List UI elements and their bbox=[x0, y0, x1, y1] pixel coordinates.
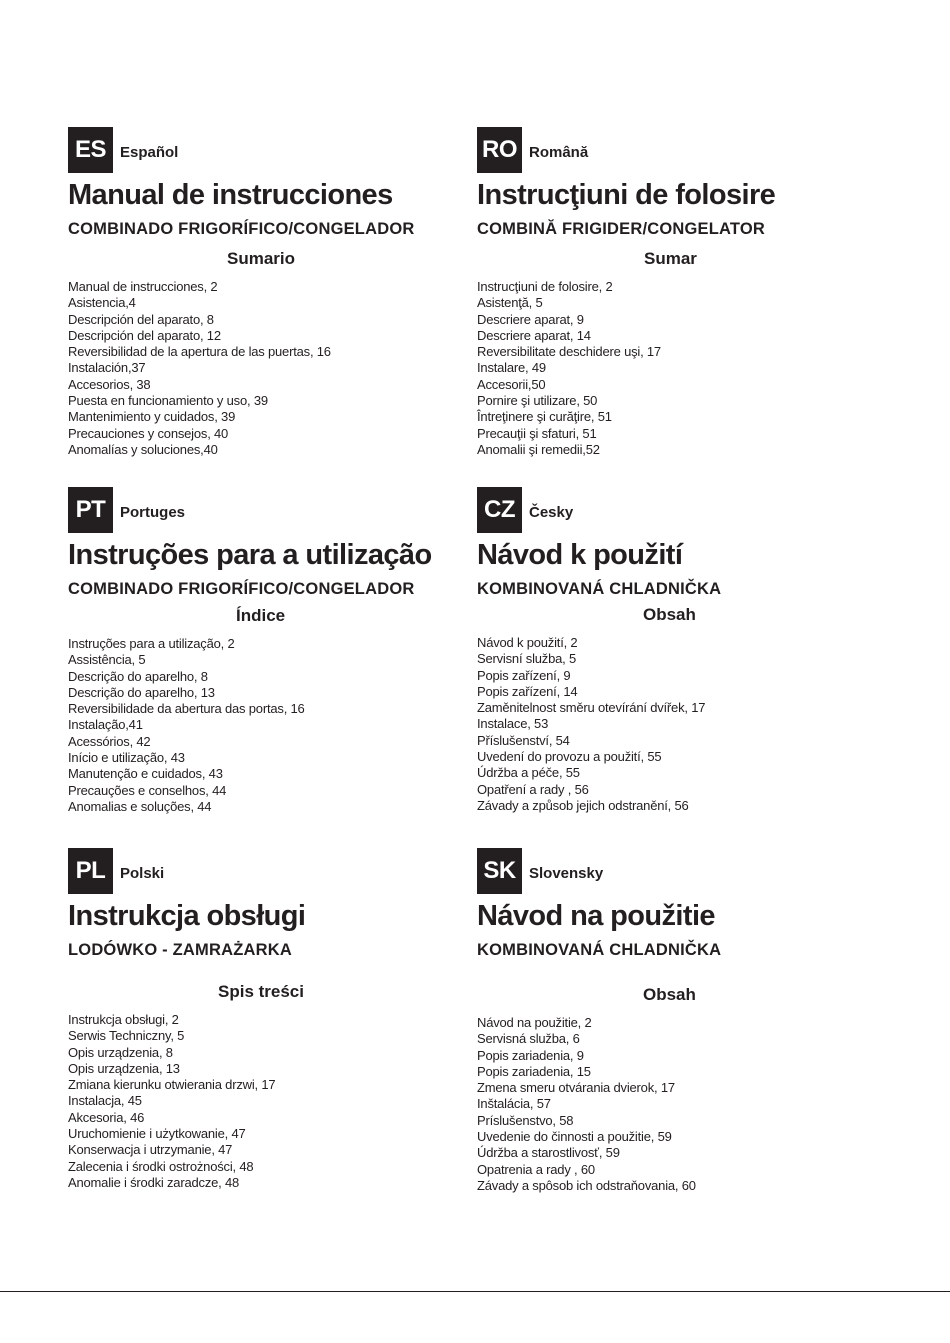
product-subtitle: LODÓWKO - ZAMRAŻARKA bbox=[68, 941, 292, 959]
toc-item[interactable]: Accesorios, 38 bbox=[68, 376, 151, 392]
section-es bbox=[68, 127, 468, 467]
language-header bbox=[68, 127, 178, 173]
toc-list bbox=[68, 279, 331, 458]
toc-heading: Índice bbox=[236, 606, 286, 625]
toc-heading: Obsah bbox=[643, 605, 696, 624]
language-name: Română bbox=[529, 143, 589, 161]
product-subtitle: COMBINADO FRIGORÍFICO/CONGELADOR bbox=[68, 580, 415, 598]
toc-item[interactable]: Anomalias e soluções, 44 bbox=[68, 798, 212, 814]
toc-item[interactable]: Zmiana kierunku otwierania drzwi, 17 bbox=[68, 1077, 276, 1093]
toc-item[interactable]: Popis zariadenia, 9 bbox=[477, 1047, 584, 1063]
toc-item[interactable]: Serwis Techniczny, 5 bbox=[68, 1028, 185, 1044]
toc-item[interactable]: Instalace, 53 bbox=[477, 716, 549, 732]
product-subtitle: KOMBINOVANÁ CHLADNIČKA bbox=[477, 941, 722, 959]
toc-list bbox=[477, 279, 661, 458]
toc-item[interactable]: Konserwacja i utrzymanie, 47 bbox=[68, 1142, 233, 1158]
language-code-badge: SK bbox=[477, 848, 522, 894]
toc-list bbox=[477, 635, 705, 814]
toc-item[interactable]: Servisná služba, 6 bbox=[477, 1031, 580, 1047]
toc-item[interactable]: Instrukcja obsługi, 2 bbox=[68, 1012, 179, 1027]
section-cz bbox=[477, 487, 877, 827]
toc-item[interactable]: Descripción del aparato, 12 bbox=[68, 327, 221, 343]
toc-item[interactable]: Zaměnitelnost směru otevírání dvířek, 17 bbox=[477, 700, 706, 716]
manual-title: Návod na použitie bbox=[477, 900, 715, 932]
toc-item[interactable]: Servisní služba, 5 bbox=[477, 651, 577, 667]
toc-item[interactable]: Opatření a rady , 56 bbox=[477, 781, 589, 797]
toc-item[interactable]: Uvedení do provozu a použití, 55 bbox=[477, 749, 662, 765]
product-subtitle: COMBINĂ FRIGIDER/CONGELATOR bbox=[477, 220, 766, 238]
toc-item[interactable]: Instalación,37 bbox=[68, 360, 146, 376]
language-code-badge: ES bbox=[68, 127, 113, 173]
toc-item[interactable]: Uruchomienie i użytkowanie, 47 bbox=[68, 1126, 246, 1142]
manual-title: Instrukcja obsługi bbox=[68, 900, 306, 932]
toc-item[interactable]: Reversibilitate deschidere uşi, 17 bbox=[477, 344, 661, 360]
language-code-badge: PL bbox=[68, 848, 113, 894]
toc-item[interactable]: Opatrenia a rady , 60 bbox=[477, 1161, 595, 1177]
toc-list bbox=[477, 1015, 696, 1194]
toc-item[interactable]: Instalacja, 45 bbox=[68, 1093, 142, 1109]
language-header bbox=[68, 487, 185, 533]
toc-item[interactable]: Puesta en funcionamiento y uso, 39 bbox=[68, 393, 268, 409]
section-sk bbox=[477, 848, 877, 1198]
toc-item[interactable]: Instrucţiuni de folosire, 2 bbox=[477, 279, 613, 294]
toc-item[interactable]: Údržba a péče, 55 bbox=[477, 765, 580, 781]
toc-item[interactable]: Precauções e conselhos, 44 bbox=[68, 782, 227, 798]
toc-heading: Obsah bbox=[643, 985, 696, 1004]
toc-item[interactable]: Descriere aparat, 9 bbox=[477, 311, 584, 327]
toc-item[interactable]: Popis zařízení, 14 bbox=[477, 683, 578, 699]
manual-title: Návod k použití bbox=[477, 539, 683, 571]
toc-item[interactable]: Návod k použití, 2 bbox=[477, 635, 578, 650]
toc-item[interactable]: Assistência, 5 bbox=[68, 652, 146, 668]
toc-item[interactable]: Opis urządzenia, 13 bbox=[68, 1060, 180, 1076]
product-subtitle: KOMBINOVANÁ CHLADNIČKA bbox=[477, 580, 722, 598]
manual-title: Instrucţiuni de folosire bbox=[477, 179, 776, 211]
toc-item[interactable]: Início e utilização, 43 bbox=[68, 750, 185, 766]
toc-item[interactable]: Întreţinere şi curăţire, 51 bbox=[477, 409, 612, 425]
toc-item[interactable]: Zalecenia i środki ostrożności, 48 bbox=[68, 1158, 254, 1174]
language-name: Česky bbox=[529, 503, 574, 521]
language-header bbox=[477, 127, 588, 173]
toc-item[interactable]: Príslušenstvo, 58 bbox=[477, 1112, 574, 1128]
toc-item[interactable]: Anomalii şi remedii,52 bbox=[477, 441, 600, 457]
section-pl bbox=[68, 848, 468, 1198]
section-ro bbox=[477, 127, 877, 467]
toc-item[interactable]: Pornire şi utilizare, 50 bbox=[477, 393, 598, 409]
toc-item[interactable]: Inštalácia, 57 bbox=[477, 1096, 551, 1112]
language-name: Español bbox=[120, 143, 179, 161]
language-header bbox=[477, 487, 573, 533]
manual-title: Manual de instrucciones bbox=[68, 179, 393, 211]
manual-title: Instruções para a utilização bbox=[68, 539, 432, 571]
toc-item[interactable]: Uvedenie do činnosti a použitie, 59 bbox=[477, 1129, 672, 1145]
toc-item[interactable]: Accesorii,50 bbox=[477, 376, 546, 392]
toc-item[interactable]: Descriere aparat, 14 bbox=[477, 327, 591, 343]
toc-item[interactable]: Zmena smeru otvárania dvierok, 17 bbox=[477, 1080, 675, 1096]
toc-item[interactable]: Reversibilidad de la apertura de las puertas, 16 bbox=[68, 344, 331, 360]
language-name: Slovensky bbox=[529, 864, 604, 882]
language-header bbox=[68, 848, 164, 894]
toc-item[interactable]: Anomalías y soluciones,40 bbox=[68, 441, 218, 457]
toc-item[interactable]: Descripción del aparato, 8 bbox=[68, 311, 214, 327]
toc-item[interactable]: Příslušenství, 54 bbox=[477, 732, 570, 748]
toc-item[interactable]: Závady a způsob jejich odstranění, 56 bbox=[477, 797, 689, 813]
toc-heading: Spis treści bbox=[218, 982, 304, 1001]
language-code-badge: PT bbox=[68, 487, 113, 533]
toc-item[interactable]: Descrição do aparelho, 13 bbox=[68, 684, 215, 700]
toc-item[interactable]: Asistencia,4 bbox=[68, 295, 136, 311]
language-code-badge: RO bbox=[477, 127, 522, 173]
section-pt bbox=[68, 487, 468, 827]
toc-item[interactable]: Instruções para a utilização, 2 bbox=[68, 636, 235, 651]
toc-item[interactable]: Popis zařízení, 9 bbox=[477, 667, 571, 683]
language-header bbox=[477, 848, 603, 894]
toc-item[interactable]: Reversibilidade da abertura das portas, 16 bbox=[68, 701, 305, 717]
page-bottom-rule bbox=[0, 1291, 950, 1292]
toc-item[interactable]: Závady a spôsob ich odstraňovania, 60 bbox=[477, 1177, 696, 1193]
toc-list bbox=[68, 636, 305, 815]
product-subtitle: COMBINADO FRIGORÍFICO/CONGELADOR bbox=[68, 220, 415, 238]
toc-item[interactable]: Mantenimiento y cuidados, 39 bbox=[68, 409, 236, 425]
language-name: Portuges bbox=[120, 503, 186, 521]
toc-item[interactable]: Opis urządzenia, 8 bbox=[68, 1044, 173, 1060]
toc-item[interactable]: Anomalie i środki zaradcze, 48 bbox=[68, 1174, 240, 1190]
toc-item[interactable]: Precauciones y consejos, 40 bbox=[68, 425, 229, 441]
language-name: Polski bbox=[120, 864, 165, 882]
toc-item[interactable]: Manual de instrucciones, 2 bbox=[68, 279, 218, 294]
toc-item[interactable]: Manutenção e cuidados, 43 bbox=[68, 766, 223, 782]
toc-item[interactable]: Údržba a starostlivosť, 59 bbox=[477, 1145, 620, 1161]
toc-item[interactable]: Descrição do aparelho, 8 bbox=[68, 668, 208, 684]
toc-item[interactable]: Návod na použitie, 2 bbox=[477, 1015, 592, 1030]
toc-list bbox=[68, 1012, 275, 1191]
toc-item[interactable]: Acessórios, 42 bbox=[68, 733, 151, 749]
toc-item[interactable]: Precauţii şi sfaturi, 51 bbox=[477, 425, 597, 441]
toc-item[interactable]: Akcesoria, 46 bbox=[68, 1109, 145, 1125]
toc-heading: Sumar bbox=[644, 249, 697, 268]
toc-item[interactable]: Asistenţă, 5 bbox=[477, 295, 543, 311]
toc-item[interactable]: Instalação,41 bbox=[68, 717, 143, 733]
toc-item[interactable]: Popis zariadenia, 15 bbox=[477, 1063, 591, 1079]
toc-heading: Sumario bbox=[227, 249, 296, 268]
language-code-badge: CZ bbox=[477, 487, 522, 533]
toc-item[interactable]: Instalare, 49 bbox=[477, 360, 546, 376]
